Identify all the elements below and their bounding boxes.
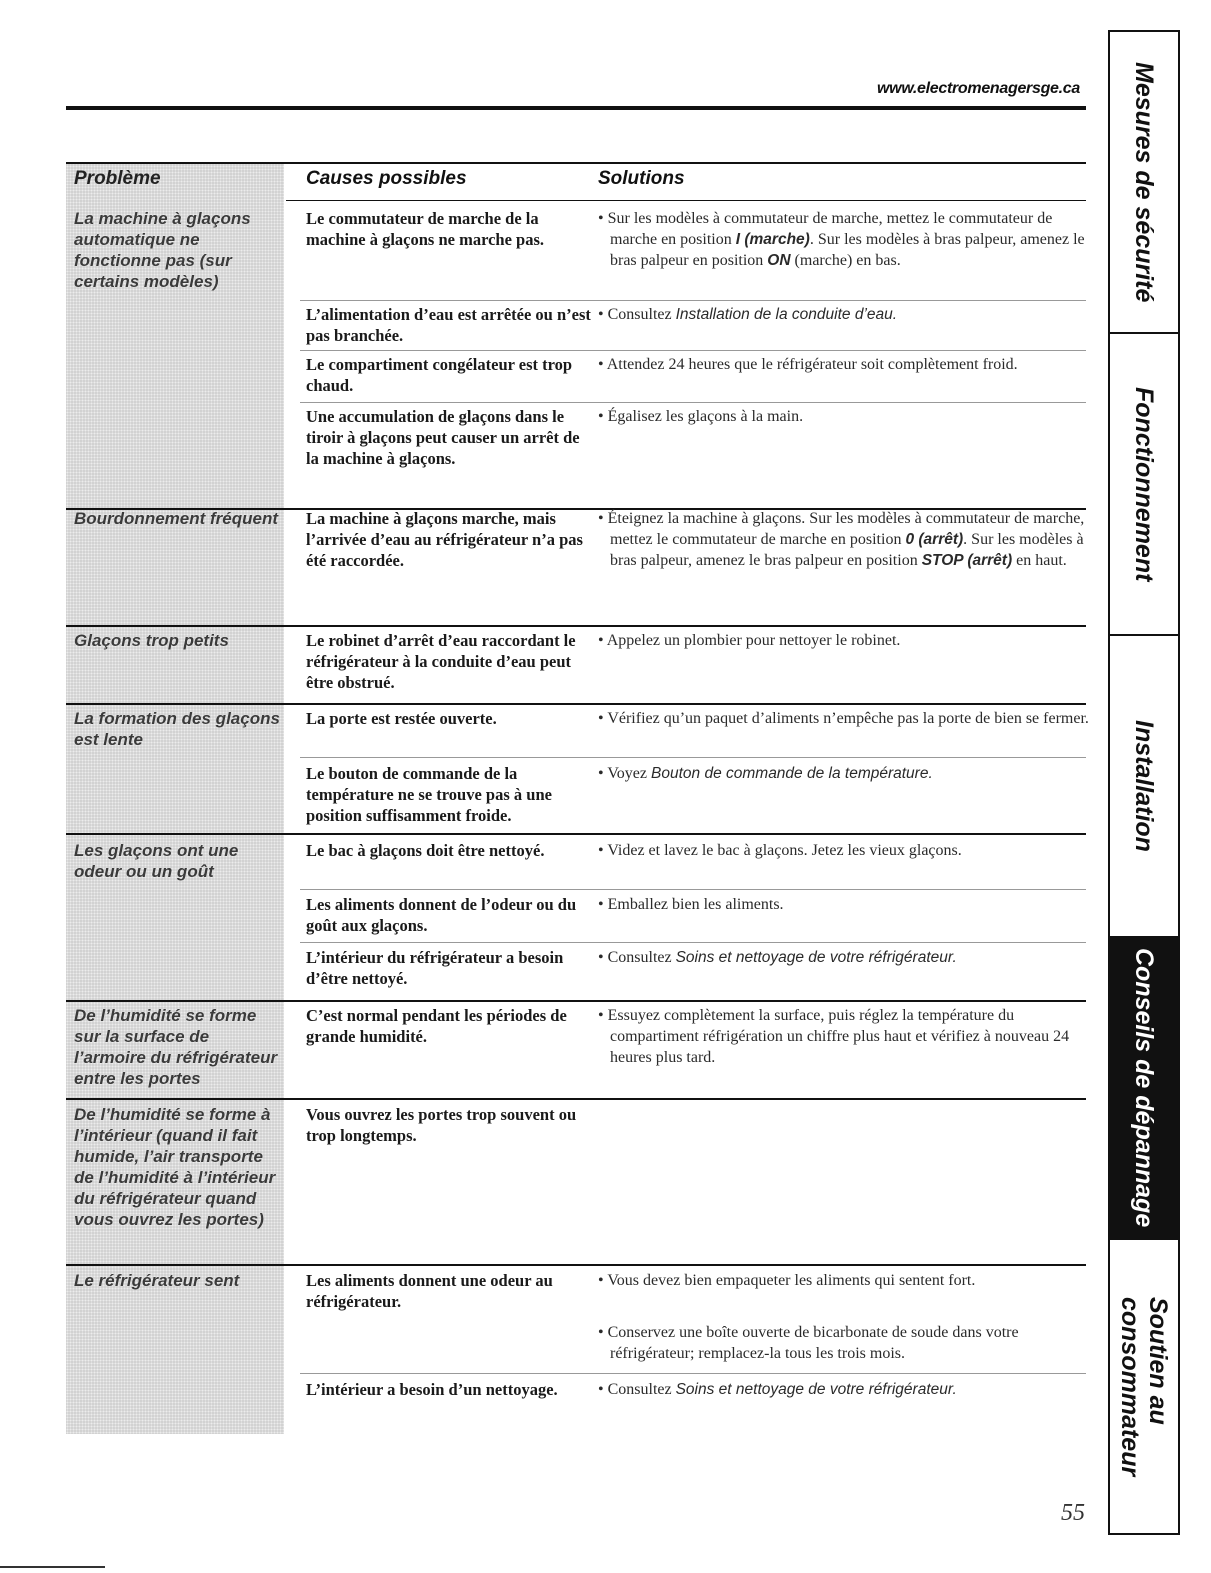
sidebar-tab[interactable] <box>1110 938 1178 1240</box>
solution-text <box>598 840 1095 861</box>
solution-segment: • Voyez <box>598 765 652 782</box>
row-divider <box>300 350 1086 351</box>
solution-segment: • Videz et lavez le bac à glaçons. Jetez les vieux glaçons. <box>598 842 962 859</box>
solution-reference: Soins et nettoyage de votre réfrigérateur. <box>675 949 957 966</box>
solution-segment: • Consultez <box>598 949 676 966</box>
cause-text: Le commutateur de marche de la machine à glaçons ne marche pas. <box>306 209 545 249</box>
sidebar-tab-label: Soutien au consommateur <box>1116 1296 1172 1477</box>
header-rule <box>286 200 1086 201</box>
cause-text: L’alimentation d’eau est arrêtée ou n’est pas branchée. <box>306 305 591 345</box>
problem-title: La formation des glaçons est lente <box>74 709 280 749</box>
header-solutions: Solutions <box>598 168 685 189</box>
sidebar-tab-label: Installation <box>1130 720 1158 852</box>
table-top-rule <box>66 162 1086 164</box>
solution-segment: • Attendez 24 heures que le réfrigérateur soit complètement froid. <box>598 356 1018 373</box>
solution-text <box>598 304 1095 325</box>
solution-reference: 0 (arrêt) <box>905 531 964 548</box>
problem-title: Le réfrigérateur sent <box>74 1271 240 1290</box>
sidebar-tab[interactable] <box>1110 334 1178 636</box>
solution-text <box>598 1322 1095 1364</box>
solution-text <box>598 508 1095 571</box>
sidebar-tab[interactable] <box>1110 32 1178 334</box>
solution-text <box>598 708 1095 729</box>
sidebar-tab-label: Conseils de dépannage <box>1130 948 1158 1228</box>
solution-segment: • Consultez <box>598 306 676 323</box>
solution-reference: I (marche) <box>735 231 810 248</box>
cause-text: Le bouton de commande de la température ne se trouve pas à une position suffisamment froide. <box>306 764 552 825</box>
solution-segment: • Égalisez les glaçons à la main. <box>598 408 804 425</box>
problem-divider <box>66 1264 1086 1266</box>
solution-text <box>598 947 1095 968</box>
solution-segment: • Consultez <box>598 1381 676 1398</box>
solution-text <box>598 208 1095 271</box>
solution-text <box>598 630 1095 651</box>
solution-text <box>598 763 1095 784</box>
cause-text: Le bac à glaçons doit être nettoyé. <box>306 841 545 860</box>
problem-title: De l’humidité se forme à l’intérieur (quand il fait humide, l’air transporte de l’humidité à l’intérieur du réfrigérateur quand vous ouvrez les portes) <box>74 1105 276 1229</box>
row-divider <box>300 942 1086 943</box>
problem-divider <box>66 1000 1086 1002</box>
cause-text: Vous ouvrez les portes trop souvent ou trop longtemps. <box>306 1105 577 1145</box>
solution-text <box>598 1005 1095 1068</box>
cause-text: C’est normal pendant les périodes de grande humidité. <box>306 1006 567 1046</box>
header-causes: Causes possibles <box>306 168 467 189</box>
cause-text: L’intérieur du réfrigérateur a besoin d’être nettoyé. <box>306 948 564 988</box>
solution-segment: en haut. <box>1012 552 1067 569</box>
problem-column-shade <box>66 162 284 1434</box>
solution-text <box>598 1379 1095 1400</box>
header-problem: Problème <box>74 168 161 189</box>
solution-segment: • Appelez un plombier pour nettoyer le robinet. <box>598 632 901 649</box>
solution-segment: . Sur les modèles à bras palpeur, amenez le bras palpeur en position <box>610 231 1085 269</box>
section-sidebar <box>1108 30 1180 1535</box>
solution-reference: ON <box>767 252 791 269</box>
solution-segment: • Sur les modèles à commutateur de marche, mettez le commutateur de marche en position <box>598 210 1053 248</box>
problem-title: Les glaçons ont une odeur ou un goût <box>74 841 239 881</box>
cause-text: Les aliments donnent une odeur au réfrigérateur. <box>306 1271 553 1311</box>
row-divider <box>300 402 1086 403</box>
problem-title: La machine à glaçons automatique ne fonctionne pas (sur certains modèles) <box>74 209 251 291</box>
solution-segment: (marche) en bas. <box>790 252 901 269</box>
solution-reference: STOP (arrêt) <box>921 552 1013 569</box>
solution-text <box>598 406 1095 427</box>
solution-text <box>598 1270 1095 1291</box>
top-rule <box>66 106 1086 110</box>
solution-segment: • Essuyez complètement la surface, puis réglez la température du compartiment réfrigération un chiffre plus haut et vérifiez à nouveau 24 heures plus tard. <box>598 1007 1070 1066</box>
solution-text <box>598 354 1095 375</box>
sidebar-tab-label: Mesures de sécurité <box>1130 61 1158 303</box>
problem-divider <box>66 625 1086 627</box>
solution-segment: • Vérifiez qu’un paquet d’aliments n’empêche pas la porte de bien se fermer. <box>598 710 1089 727</box>
solution-text <box>598 894 1095 915</box>
cause-text: La machine à glaçons marche, mais l’arrivée d’eau au réfrigérateur n’a pas été raccordée. <box>306 509 583 570</box>
solution-segment: • Vous devez bien empaqueter les aliments qui sentent fort. <box>598 1272 976 1289</box>
solution-segment: • Emballez bien les aliments. <box>598 896 784 913</box>
problem-divider <box>66 1098 1086 1100</box>
problem-title: Bourdonnement fréquent <box>74 509 278 528</box>
problem-divider <box>66 703 1086 705</box>
row-divider <box>300 1373 1086 1374</box>
solution-segment: • Conservez une boîte ouverte de bicarbonate de soude dans votre réfrigérateur; remplacez-la tous les trois mois. <box>598 1324 1019 1362</box>
row-divider <box>300 889 1086 890</box>
problem-divider <box>66 833 1086 835</box>
sidebar-tab[interactable] <box>1110 636 1178 938</box>
cause-text: L’intérieur a besoin d’un nettoyage. <box>306 1380 558 1399</box>
problem-title: Glaçons trop petits <box>74 631 229 650</box>
sidebar-tab-label: Fonctionnement <box>1130 386 1158 582</box>
solution-reference: Soins et nettoyage de votre réfrigérateur. <box>675 1381 957 1398</box>
cause-text: La porte est restée ouverte. <box>306 709 497 728</box>
sidebar-tab[interactable] <box>1110 1240 1178 1533</box>
cause-text: Une accumulation de glaçons dans le tiroir à glaçons peut causer un arrêt de la machine à glaçons. <box>306 407 580 468</box>
footer-line <box>0 1566 105 1568</box>
solution-reference: Bouton de commande de la température. <box>651 765 933 782</box>
site-url[interactable]: www.electromenagersge.ca <box>877 80 1080 97</box>
cause-text: Le compartiment congélateur est trop chaud. <box>306 355 573 395</box>
row-divider <box>300 757 1086 758</box>
cause-text: Le robinet d’arrêt d’eau raccordant le réfrigérateur à la conduite d’eau peut être obstrué. <box>306 631 576 692</box>
solution-reference: Installation de la conduite d’eau. <box>675 306 898 323</box>
cause-text: Les aliments donnent de l’odeur ou du goût aux glaçons. <box>306 895 577 935</box>
row-divider <box>300 300 1086 301</box>
page-number: 55 <box>1061 1500 1085 1526</box>
problem-title: De l’humidité se forme sur la surface de l’armoire du réfrigérateur entre les portes <box>74 1006 278 1088</box>
solution-segment: . Sur les modèles à bras palpeur, amenez le bras palpeur en position <box>610 531 1084 569</box>
solution-segment: • Éteignez la machine à glaçons. Sur les modèles à commutateur de marche, mettez le commutateur de marche en position <box>598 510 1085 548</box>
